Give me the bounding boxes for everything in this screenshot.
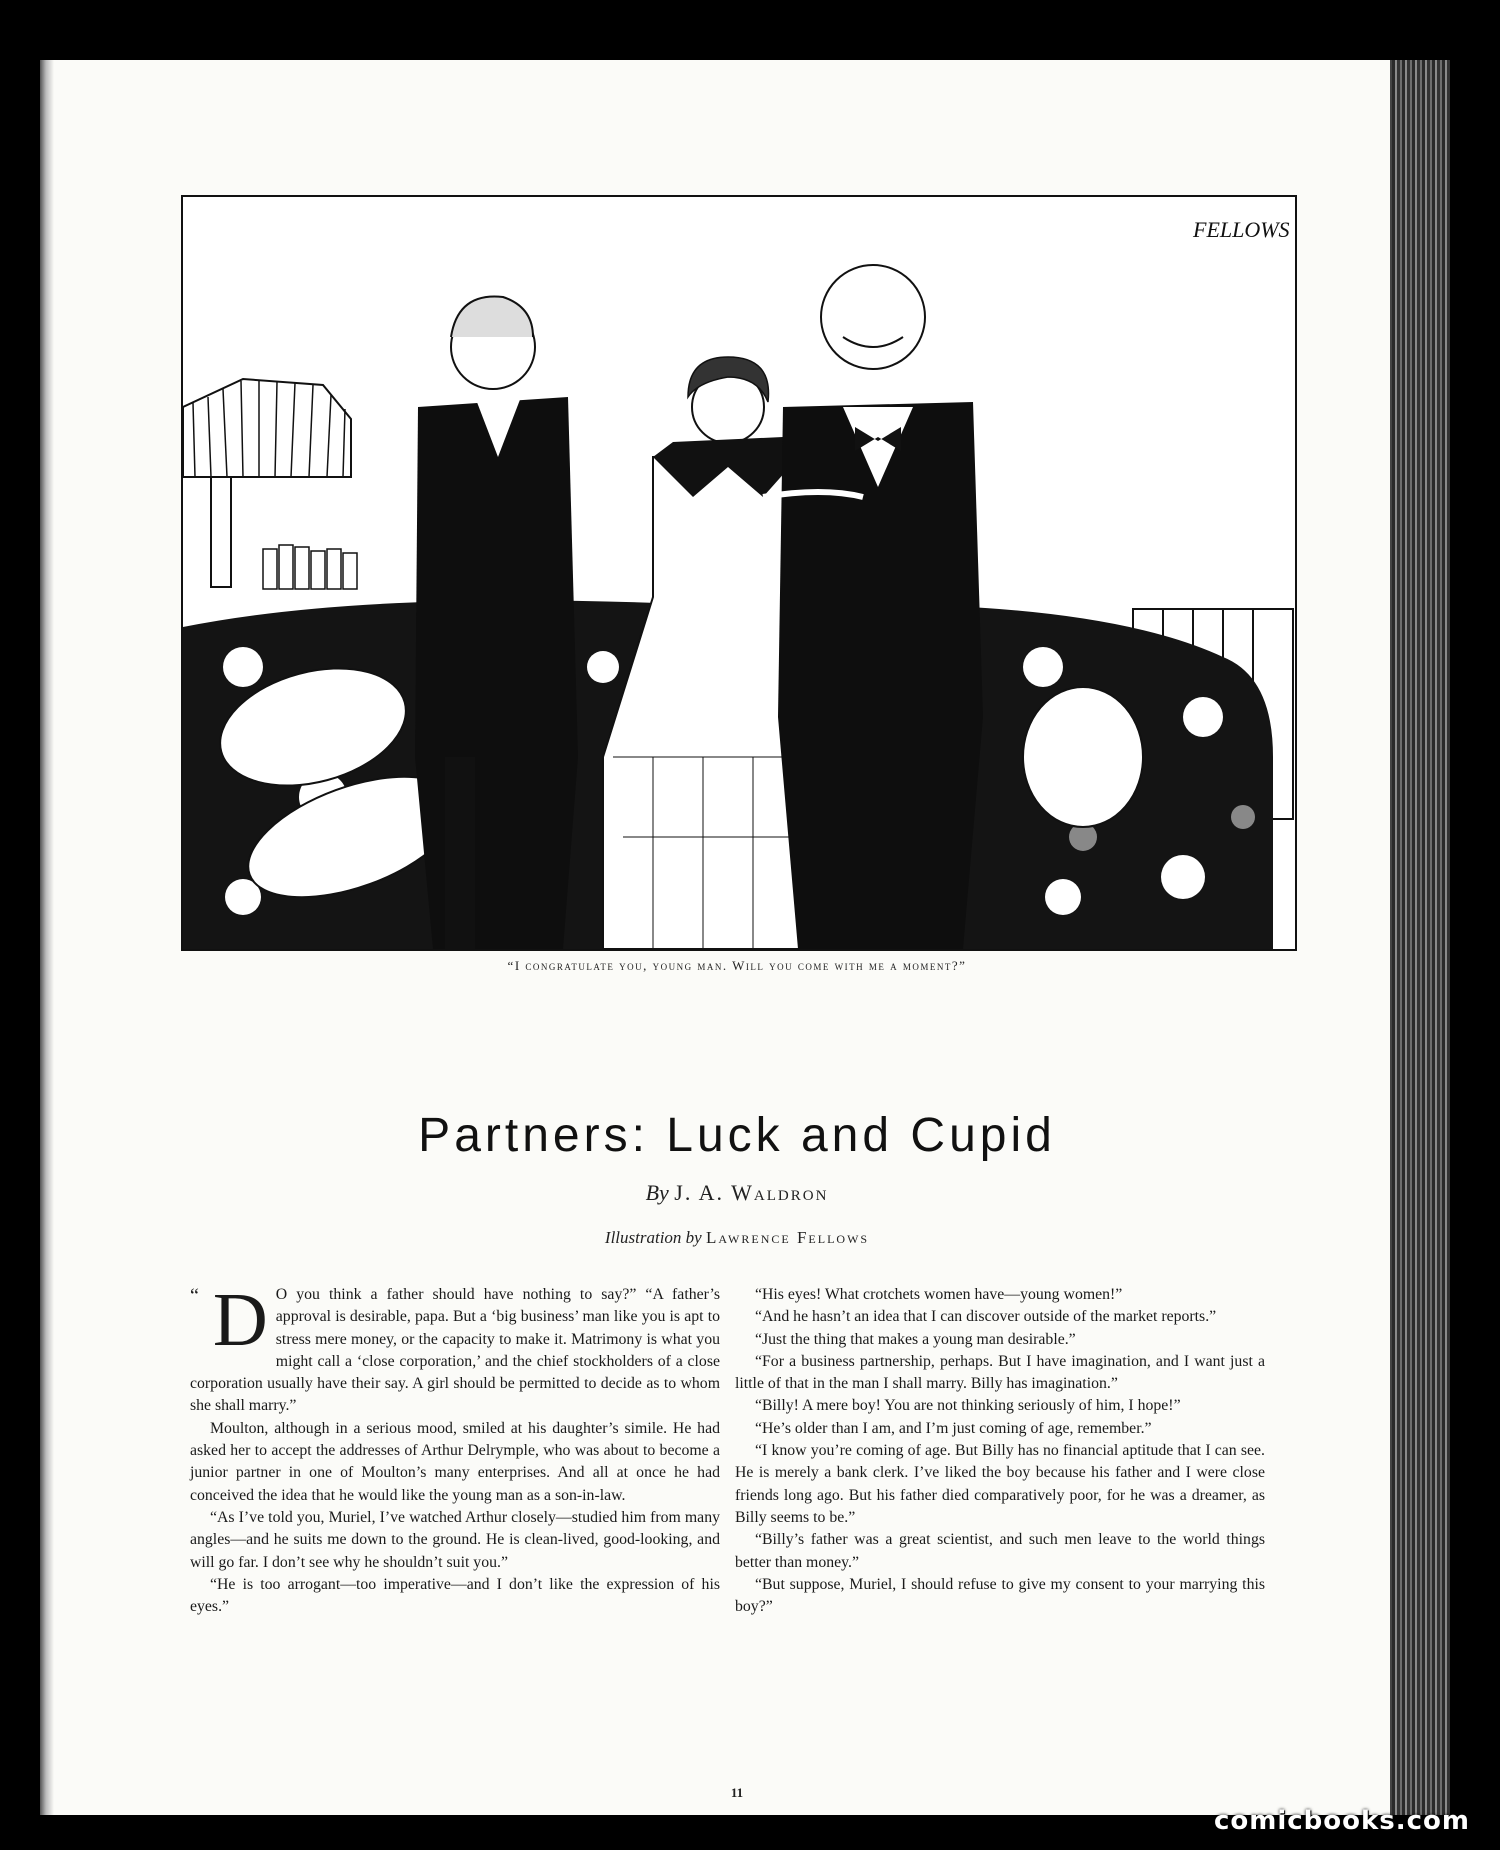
- byline-prefix: By: [645, 1180, 669, 1205]
- text-column-right: [735, 1284, 1265, 1618]
- paragraph: “As I’ve told you, Muriel, I’ve watched Arthur closely—studied him from many angles—and he suits me down to the ground. He is clean-lived, good-looking, and will go far. I don’t see why he shouldn’t suit you.”: [190, 1508, 720, 1571]
- article-byline: [181, 1180, 1293, 1206]
- page-gutter-shadow: [40, 60, 54, 1815]
- binding-page-stack: [1390, 60, 1450, 1815]
- illustration-panel: [181, 195, 1297, 951]
- artist-signature: FELLOWS: [1193, 217, 1290, 242]
- opening-quote: “: [190, 1285, 199, 1307]
- site-watermark: comicbooks.com: [1213, 1806, 1470, 1836]
- paragraph: “His eyes! What crotchets women have—young women!”: [755, 1286, 1123, 1303]
- paragraph: “Billy’s father was a great scientist, and such men leave to the world things better than money.”: [735, 1531, 1265, 1571]
- illustration-caption: “I congratulate you, young man. Will you come with me a moment?”: [507, 958, 967, 973]
- father-figure: [763, 265, 983, 949]
- paragraph: Moulton, although in a serious mood, smiled at his daughter’s simile. He had asked her to accept the addresses of Arthur Delrymple, who was about to become a junior partner in one of Moulton’s many enterprises. And all at once he had conceived the idea that he would like the young man as a son-in-law.: [190, 1419, 720, 1504]
- drop-cap: D: [212, 1278, 268, 1362]
- books-icon: [263, 545, 357, 589]
- text-column-left: [190, 1278, 720, 1618]
- paragraph: “Billy! A mere boy! You are not thinking seriously of him, I hope!”: [755, 1397, 1181, 1415]
- paragraph: “He’s older than I am, and I’m just coming of age, remember.”: [755, 1419, 1152, 1437]
- illustration-credit-label: Illustration by: [604, 1228, 702, 1247]
- young-man-figure: [415, 297, 578, 950]
- magazine-page: [40, 60, 1450, 1815]
- illustrator-name: Lawrence Fellows: [705, 1228, 870, 1247]
- paragraph: “For a business partnership, perhaps. But I have imagination, and I want just a little of that in the man I shall marry. Billy has imagination.”: [735, 1352, 1265, 1393]
- paragraph: “Just the thing that makes a young man desirable.”: [755, 1330, 1076, 1348]
- paragraph: “He is too arrogant—too imperative—and I don’t like the expression of his eyes.”: [190, 1575, 720, 1616]
- author-name: J. A. Waldron: [674, 1180, 829, 1205]
- paragraph: “And he hasn’t an idea that I can discover outside of the market reports.”: [755, 1308, 1217, 1326]
- page-number: 11: [730, 1785, 744, 1800]
- article-title: Partners: Luck and Cupid: [418, 1109, 1056, 1162]
- paragraph: O you think a father should have nothing to say?” “A father’s approval is desirable, papa. But a ‘big business’ man like you is apt to stress mere money, or the capacity to make it. Matrimony is what you might call a ‘close corporation,’ and the chief stockholders of a close corporation usually have their say. A girl should be permitted to decide as to whom she shall marry.”: [190, 1286, 720, 1415]
- illustration-credit: [181, 1228, 1293, 1248]
- paragraph: “But suppose, Muriel, I should refuse to give my consent to your marrying this boy?”: [735, 1575, 1265, 1616]
- illustration-drawing: [183, 197, 1295, 949]
- paragraph: “I know you’re coming of age. But Billy has no financial aptitude that I can see. He is merely a bank clerk. I’ve liked the boy because his father and I were close friends long ago. But his father died comparatively poor, for he was a dreamer, as Billy seems to be.”: [735, 1442, 1265, 1526]
